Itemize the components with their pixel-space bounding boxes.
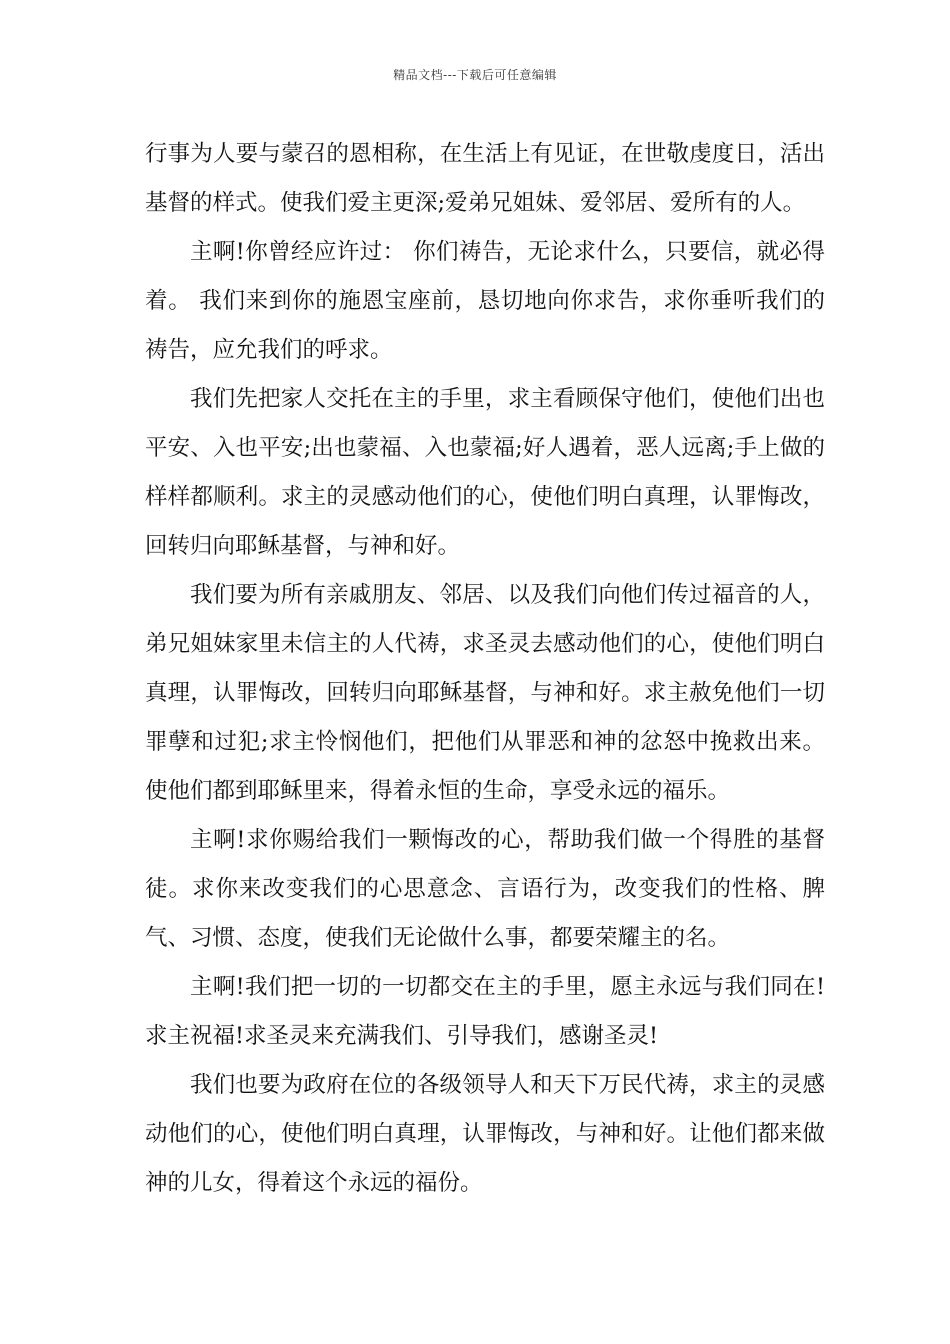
paragraph-2: 主啊!你曾经应许过： 你们祷告，无论求什么，只要信，就必得着。 我们来到你的施恩宝座前，恳切地向你求告，求你垂听我们的祷告，应允我们的呼求。 [145, 239, 825, 363]
paragraph-3: 我们先把家人交托在主的手里，求主看顾保守他们，使他们出也平安、入也平安;出也蒙福、入也蒙福;好人遇着，恶人远离;手上做的样样都顺利。求主的灵感动他们的心，使他们明白真理，认罪悔改，回转归向耶稣基督，与神和好。 [145, 386, 825, 559]
document-body [145, 130, 825, 1208]
page-header: 精品文档---下载后可任意编辑 [393, 68, 557, 82]
paragraph-1: 行事为人要与蒙召的恩相称，在生活上有见证，在世敬虔度日，活出基督的样式。使我们爱主更深;爱弟兄姐妹、爱邻居、爱所有的人。 [145, 141, 825, 216]
paragraph-4: 我们要为所有亲戚朋友、邻居、以及我们向他们传过福音的人，弟兄姐妹家里未信主的人代祷，求圣灵去感动他们的心，使他们明白真理，认罪悔改，回转归向耶稣基督，与神和好。求主赦免他们一切罪孽和过犯;求主怜悯他们，把他们从罪恶和神的忿怒中挽救出来。使他们都到耶稣里来，得着永恒的生命，享受永远的福乐。 [145, 582, 825, 804]
paragraph-6: 主啊!我们把一切的一切都交在主的手里，愿主永远与我们同在!求主祝福!求圣灵来充满我们、引导我们，感谢圣灵! [145, 974, 825, 1049]
paragraph-5: 主啊!求你赐给我们一颗悔改的心，帮助我们做一个得胜的基督徒。求你来改变我们的心思意念、言语行为，改变我们的性格、脾气、习惯、态度，使我们无论做什么事，都要荣耀主的名。 [145, 827, 825, 951]
paragraph-7: 我们也要为政府在位的各级领导人和天下万民代祷，求主的灵感动他们的心，使他们明白真理，认罪悔改，与神和好。让他们都来做神的儿女，得着这个永远的福份。 [145, 1072, 825, 1196]
